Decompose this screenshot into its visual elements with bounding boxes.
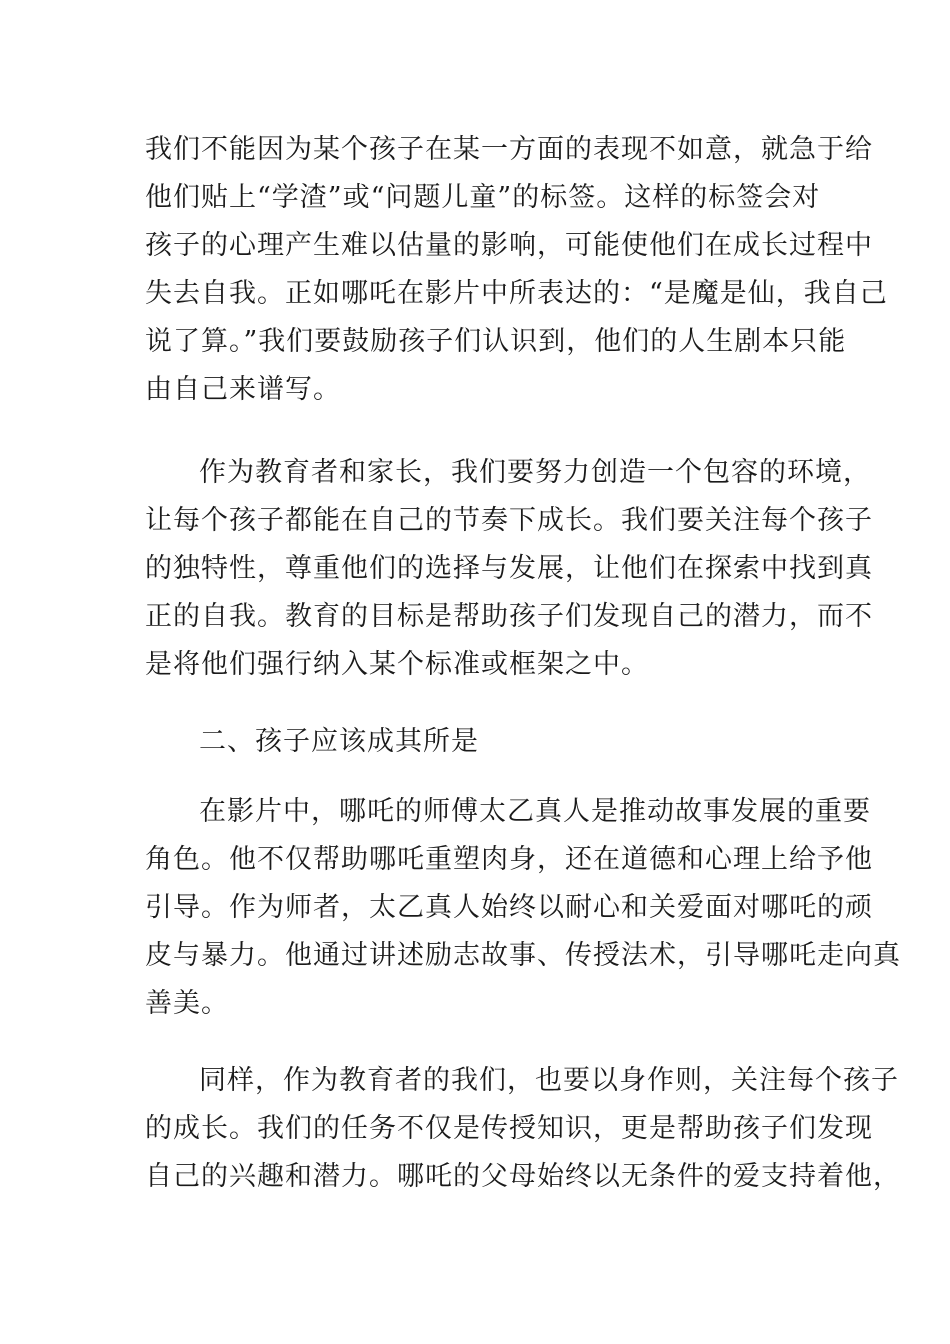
section-heading (145, 718, 815, 766)
paragraph-line: 自己的兴趣和潜力。哪吒的父母始终以无条件的爱支持着他， (145, 1161, 901, 1192)
paragraph-line: 同样，作为教育者的我们，也要以身作则，关注每个孩子 (199, 1065, 899, 1096)
paragraph-line: 他们贴上“学渣”或“问题儿童”的标签。这样的标签会对 (145, 182, 821, 213)
paragraph-line: 说了算。”我们要鼓励孩子们认识到，他们的人生剧本只能 (145, 326, 847, 357)
paragraph-line: 的成长。我们的任务不仅是传授知识，更是帮助孩子们发现 (145, 1113, 873, 1144)
paragraph-line: 引导。作为师者，太乙真人始终以耐心和关爱面对哪吒的顽 (145, 892, 873, 923)
section-heading-text: 二、孩子应该成其所是 (199, 726, 479, 757)
paragraph-2 (145, 449, 873, 689)
paragraph-line: 善美。 (145, 988, 229, 1019)
paragraph-3 (145, 788, 901, 1028)
paragraph-line: 我们不能因为某个孩子在某一方面的表现不如意，就急于给 (145, 134, 873, 165)
paragraph-4 (145, 1057, 901, 1201)
paragraph-line: 在影片中，哪吒的师傅太乙真人是推动故事发展的重要 (199, 796, 871, 827)
paragraph-1 (145, 126, 888, 414)
paragraph-line: 正的自我。教育的目标是帮助孩子们发现自己的潜力，而不 (145, 601, 873, 632)
paragraph-line: 的独特性，尊重他们的选择与发展，让他们在探索中找到真 (145, 553, 873, 584)
paragraph-line: 让每个孩子都能在自己的节奏下成长。我们要关注每个孩子 (145, 505, 873, 536)
paragraph-line: 皮与暴力。他通过讲述励志故事、传授法术，引导哪吒走向真 (145, 940, 901, 971)
paragraph-line: 是将他们强行纳入某个标准或框架之中。 (145, 649, 649, 680)
paragraph-line: 作为教育者和家长，我们要努力创造一个包容的环境， (199, 457, 871, 488)
paragraph-line: 失去自我。正如哪吒在影片中所表达的：“是魔是仙，我自己 (145, 278, 888, 309)
paragraph-line: 角色。他不仅帮助哪吒重塑肉身，还在道德和心理上给予他 (145, 844, 873, 875)
paragraph-line: 孩子的心理产生难以估量的影响，可能使他们在成长过程中 (145, 230, 873, 261)
paragraph-line: 由自己来谱写。 (145, 374, 341, 405)
